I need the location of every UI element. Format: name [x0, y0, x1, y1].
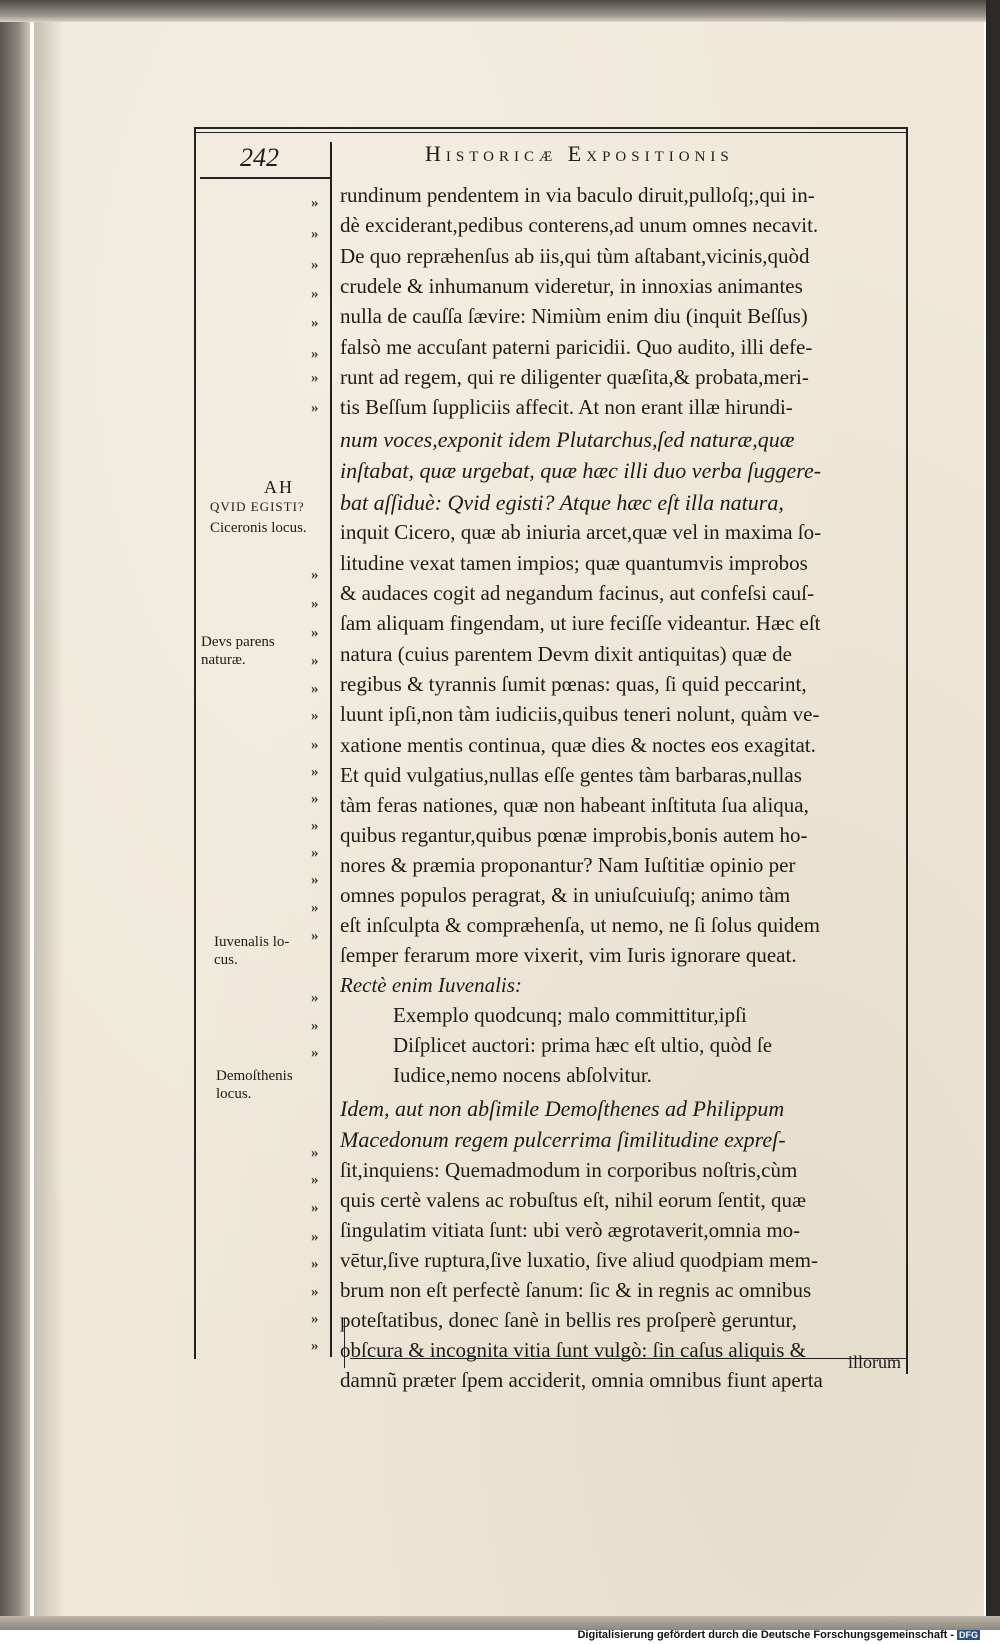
page-number: 242 — [240, 143, 279, 172]
text-line: num voces,exponit idem Plutarchus,ſed naturæ,quæ — [340, 427, 795, 452]
quotation-mark: » — [311, 346, 319, 362]
quotation-mark: » — [311, 1338, 319, 1354]
margin-note-line: locus. — [216, 1086, 252, 1102]
quotation-mark: » — [311, 681, 319, 697]
quotation-mark: » — [311, 1229, 319, 1245]
quotation-mark: » — [311, 1172, 319, 1188]
text-line: tis Beſſum ſuppliciis affecit. At non erant illæ hirundi- — [340, 395, 793, 419]
margin-note-ah — [258, 477, 300, 499]
text-line: damnũ præter ſpem acciderit, omnia omnibus fiunt aperta — [340, 1368, 823, 1392]
text-line: rundinum pendentem in via baculo diruit,pulloſq;,qui in- — [340, 183, 815, 207]
text-line: omnes populos peragrat, & in uniuſcuiuſq; animo tàm — [340, 883, 791, 907]
quotation-mark: » — [311, 653, 319, 669]
text-line: litudine vexat tamen impios; quæ quantumvis improbos — [340, 551, 808, 575]
text-line: ſam aliquam fingendam, ut iure feciſſe videantur. Hæc eſt — [340, 611, 821, 635]
text-line: De quo repræhenſus ab iis,qui tùm aſtabant,vicinis,quòd — [340, 244, 810, 268]
text-line: xatione mentis continua, quæ dies & noctes eos exagitat. — [340, 733, 816, 757]
text-line: falsò me accuſant paterni paricidii. Quo audito, illi defe- — [340, 335, 813, 359]
text-line: nores & præmia proponantur? Nam Iuſtitiæ opinio per — [340, 853, 796, 877]
text-line: bat aſſiduè: Qvid egisti? Atque hæc eſt illa natura, — [340, 490, 784, 515]
quotation-mark: » — [311, 900, 319, 916]
quotation-mark: » — [311, 1018, 319, 1034]
text-line: dè exciderant,pedibus conterens,ad unum omnes necavit. — [340, 213, 819, 237]
text-line: Rectè enim Iuvenalis: — [340, 973, 522, 997]
catchword: illorum — [848, 1352, 901, 1372]
quotation-mark: » — [311, 257, 319, 273]
column-divider — [330, 142, 332, 1357]
quotation-mark: » — [311, 872, 319, 888]
frame-left-rule — [194, 127, 196, 1359]
margin-note-line: Demoſthenis — [216, 1068, 293, 1084]
dfg-logo: DFG — [959, 1630, 978, 1640]
quotation-mark: » — [311, 195, 319, 211]
scanner-edge-bottom — [0, 1616, 1000, 1630]
gutter-shadow — [34, 22, 64, 1616]
quotation-mark: » — [311, 1256, 319, 1272]
scanner-edge-top — [0, 0, 1000, 22]
text-line: crudele & inhumanum videretur, in innoxias animantes — [340, 274, 803, 298]
text-line: regibus & tyrannis ſumit pœnas: quas, ſi quid peccarint, — [340, 672, 807, 696]
quotation-mark: » — [311, 315, 319, 331]
text-line: Iudice,nemo nocens abſolvitur. — [393, 1063, 652, 1087]
quotation-mark: » — [311, 1200, 319, 1216]
quotation-mark: » — [311, 990, 319, 1006]
margin-note-iuvenalis — [214, 933, 289, 969]
quotation-mark: » — [311, 370, 319, 386]
quotation-mark: » — [311, 400, 319, 416]
frame-right-rule — [906, 127, 908, 1374]
quotation-mark: » — [311, 226, 319, 242]
margin-note-deus-parens — [201, 633, 275, 669]
text-line: obſcura & incognita vitia ſunt vulgò: ſin caſus aliquis & — [340, 1338, 807, 1362]
margin-note-demosthenes — [216, 1067, 293, 1103]
quotation-mark: » — [311, 737, 319, 753]
margin-note-line: cus. — [214, 952, 238, 968]
text-line: brum non eſt perfectè ſanum: ſic & in regnis ac omnibus — [340, 1278, 812, 1302]
quotation-mark: » — [311, 1284, 319, 1300]
text-line: vētur,ſive ruptura,ſive luxatio, ſive aliud quodpiam mem- — [340, 1248, 818, 1272]
frame-top-rule-inner — [194, 132, 908, 133]
text-line: eſt inſculpta & compræhenſa, ut nemo, ne ſi ſolus quidem — [340, 913, 820, 937]
margin-note-line: Devs parens — [201, 634, 275, 650]
text-line: Diſplicet auctori: prima hæc eſt ultio, quòd ſe — [393, 1033, 773, 1057]
margin-note-cicero: Ciceronis locus. — [210, 520, 307, 536]
text-line: ſingulatim vitiata ſunt: ubi verò ægrotaverit,omnia mo- — [340, 1218, 801, 1242]
quotation-mark: » — [311, 1145, 319, 1161]
quotation-mark: » — [311, 625, 319, 641]
quotation-mark: » — [311, 791, 319, 807]
digitization-credit — [577, 1629, 980, 1641]
margin-note-line: Iuvenalis lo- — [214, 934, 290, 950]
credit-text: Digitalisierung gefördert durch die Deutsche Forschungsgemeinschaft - — [577, 1629, 954, 1641]
text-line: quibus regantur,quibus pœnæ improbis,bonis autem ho- — [340, 823, 808, 847]
margin-note-line: naturæ. — [201, 652, 246, 668]
text-line: runt ad regem, qui re diligenter quæſita,& probata,meri- — [340, 365, 809, 389]
quotation-mark: » — [311, 764, 319, 780]
text-line: natura (cuius parentem Devm dixit antiquitas) quæ de — [340, 642, 792, 666]
quotation-mark: » — [311, 286, 319, 302]
quotation-mark: » — [311, 845, 319, 861]
quotation-mark: » — [311, 818, 319, 834]
text-line: poteſtatibus, donec ſanè in bellis res proſperè geruntur, — [340, 1308, 797, 1332]
text-line: luunt ipſi,non tàm iudiciis,quibus teneri nolunt, quàm ve- — [340, 702, 820, 726]
text-line: Et quid vulgatius,nullas eſſe gentes tàm barbaras,nullas — [340, 763, 802, 787]
quotation-mark: » — [311, 567, 319, 583]
quotation-mark: » — [311, 596, 319, 612]
text-line: Macedonum regem pulcerrima ſimilitudine expreſ- — [340, 1127, 786, 1152]
margin-header-rule — [200, 177, 332, 179]
text-line: inquit Cicero, quæ ab iniuria arcet,quæ vel in maxima ſo- — [340, 520, 822, 544]
text-line: ſemper ferarum more vixerit, vim Iuris ignorare queat. — [340, 943, 797, 967]
text-line: Idem, aut non abſimile Demoſthenes ad Philippum — [340, 1096, 785, 1121]
margin-note-quid-egisti: QVID EGISTI? — [210, 499, 305, 514]
frame-top-rule — [194, 127, 908, 129]
scanner-edge-left — [0, 0, 30, 1630]
text-line: nulla de cauſſa ſævire: Nimiùm enim diu (inquit Beſſus) — [340, 304, 808, 328]
text-line: Exemplo quodcunq; malo committitur,ipſi — [393, 1003, 747, 1027]
text-line: quis certè valens ac robuſtus eſt, nihil eorum ſentit, quæ — [340, 1188, 806, 1212]
quotation-mark: » — [311, 1045, 319, 1061]
quotation-mark: » — [311, 708, 319, 724]
scanner-edge-right — [986, 0, 1000, 1630]
quotation-mark: » — [311, 1311, 319, 1327]
text-line: & audaces cogit ad negandum facinus, aut confeſsi cauſ- — [340, 581, 815, 605]
text-line: inſtabat, quæ urgebat, quæ hæc illi duo verba ſuggere- — [340, 458, 822, 483]
text-line: ſit,inquiens: Quemadmodum in corporibus noſtris,cùm — [340, 1158, 798, 1182]
text-line: tàm feras nationes, quæ non habeant inſtituta ſua aliqua, — [340, 793, 809, 817]
margin-note-line: AH — [264, 477, 294, 497]
quotation-mark: » — [311, 928, 319, 944]
running-head: Historicæ Expositionis — [425, 141, 734, 166]
